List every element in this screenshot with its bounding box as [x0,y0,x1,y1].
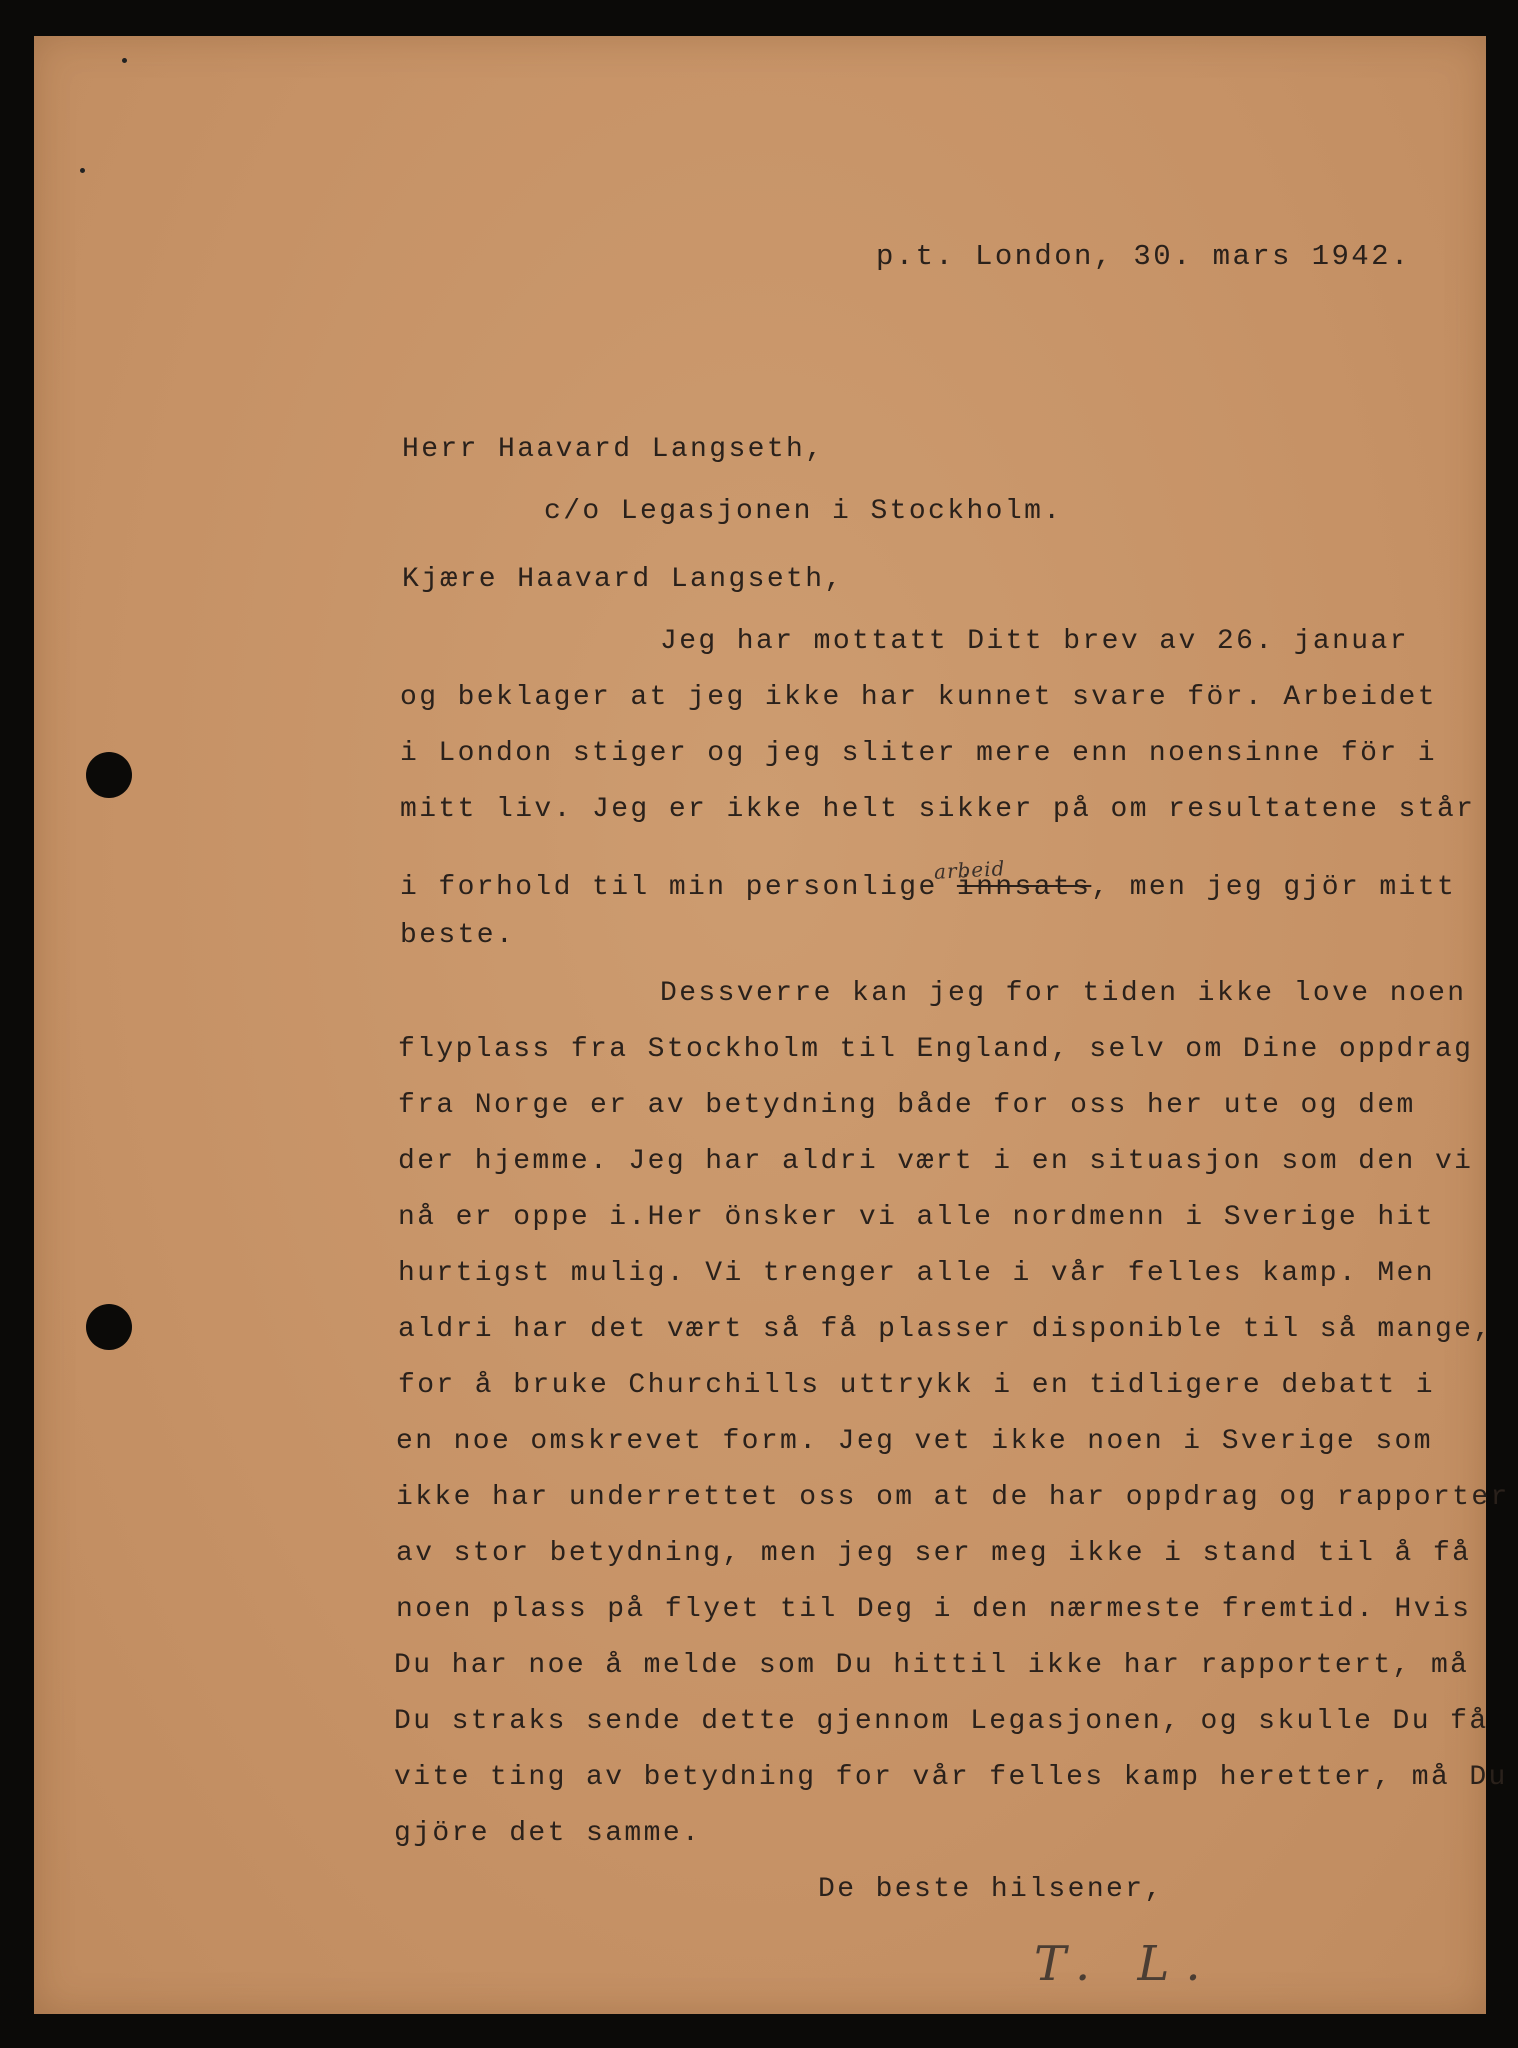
body-line: flyplass fra Stockholm til England, selv om Dine oppdrag [398,1034,1474,1065]
body-line: av stor betydning, men jeg ser meg ikke i stand til å få [396,1538,1472,1569]
body-text: i forhold til min personlige [400,872,957,903]
recipient-name: Herr Haavard Langseth, [402,434,825,465]
paper-speck [122,58,127,63]
body-line: aldri har det vært så få plasser disponible til så mange, [398,1314,1493,1345]
body-text: , men jeg gjör mitt [1091,872,1457,903]
body-line: mitt liv. Jeg er ikke helt sikker på om resultatene står [400,794,1476,825]
body-line: for å bruke Churchills uttrykk i en tidligere debatt i [398,1370,1435,1401]
paper-speck [80,168,85,173]
body-line: i London stiger og jeg sliter mere enn noensinne för i [400,738,1437,769]
body-line: Dessverre kan jeg for tiden ikke love noen [660,978,1467,1009]
body-line: beste. [400,920,516,951]
body-line: ikke har underrettet oss om at de har oppdrag og rapporter [396,1482,1510,1513]
body-line [400,874,1456,902]
signature: T. L. [1034,1936,1217,1992]
body-line: noen plass på flyet til Deg i den nærmeste fremtid. Hvis [396,1594,1472,1625]
body-line: Jeg har mottatt Ditt brev av 26. januar [660,626,1409,657]
struck-word: innsats [956,872,1092,903]
body-line: der hjemme. Jeg har aldri vært i en situasjon som den vi [398,1146,1474,1177]
punch-hole-top [86,752,132,798]
body-line: nå er oppe i.Her önsker vi alle nordmenn i Sverige hit [398,1202,1435,1233]
body-line: hurtigst mulig. Vi trenger alle i vår felles kamp. Men [398,1258,1435,1289]
dateline: p.t. London, 30. mars 1942. [876,240,1411,273]
punch-hole-bottom [86,1304,132,1350]
body-line: Du straks sende dette gjennom Legasjonen, og skulle Du få [394,1706,1489,1737]
body-line: en noe omskrevet form. Jeg vet ikke noen i Sverige som [396,1426,1433,1457]
body-line: vite ting av betydning for vår felles kamp heretter, må Du [394,1762,1508,1793]
closing: De beste hilsener, [818,1874,1164,1905]
body-line: gjöre det samme. [394,1818,702,1849]
body-line: fra Norge er av betydning både for oss her ute og dem [398,1090,1416,1121]
body-line: og beklager at jeg ikke har kunnet svare för. Arbeidet [400,682,1437,713]
salutation: Kjære Haavard Langseth, [402,564,844,595]
letter-page [34,36,1510,2014]
recipient-address: c/o Legasjonen i Stockholm. [544,496,1063,527]
handwritten-correction: arbeid [933,856,1006,884]
body-line: Du har noe å melde som Du hittil ikke har rapportert, må [394,1650,1470,1681]
